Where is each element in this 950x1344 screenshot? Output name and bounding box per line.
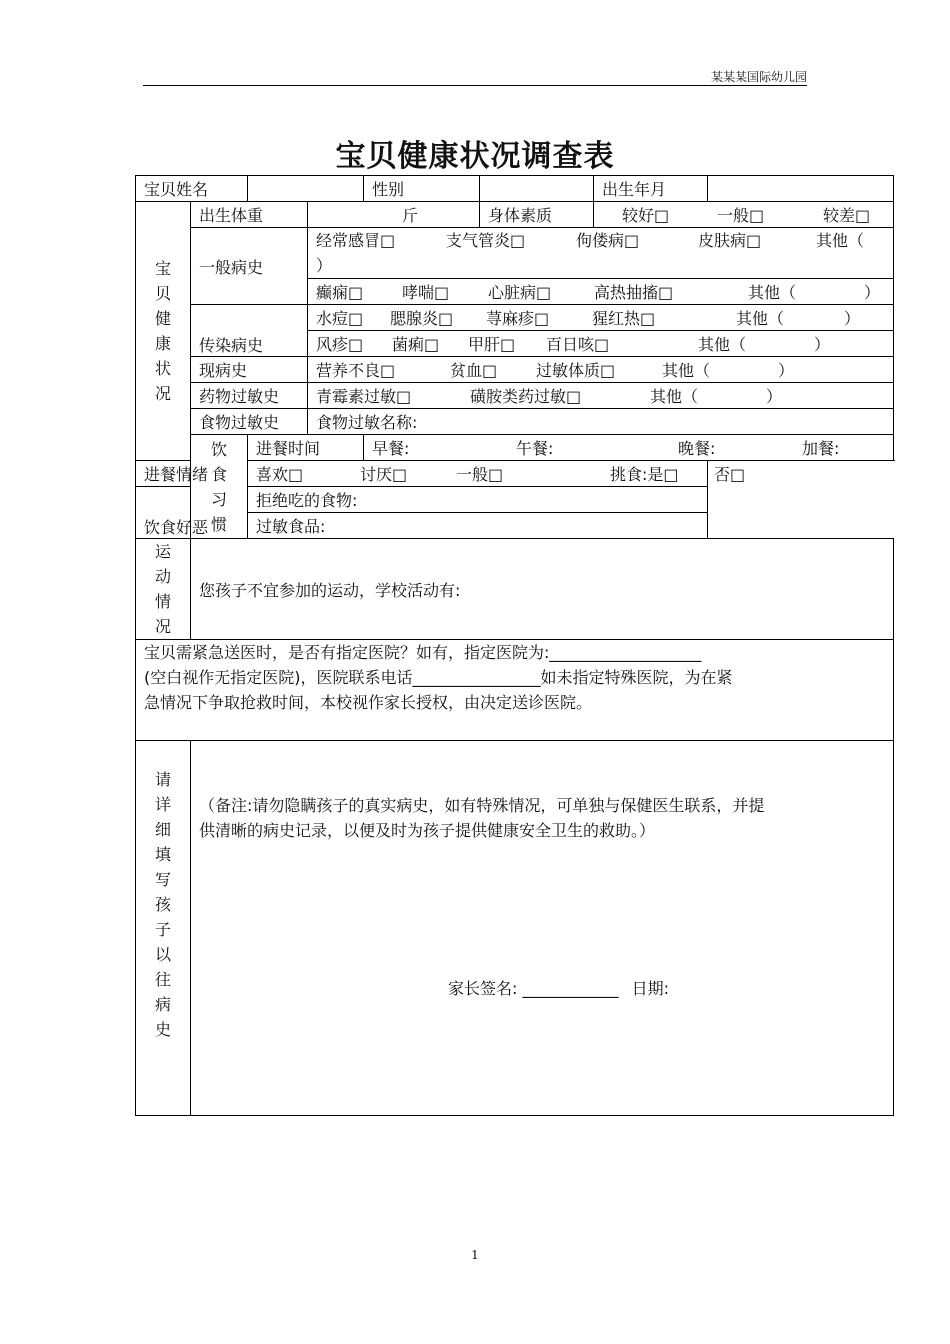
physique-options[interactable] [594, 202, 894, 228]
infectious-history-row1 [136, 305, 894, 331]
meal-time-fields[interactable]: 早餐: 午餐: 晚餐: 加餐: [364, 435, 894, 461]
meal-mood-row [136, 461, 894, 487]
birth-label: 出生年月 [594, 176, 708, 202]
drug-allergy-label: 药物过敏史 [191, 383, 308, 409]
allergic-food-field[interactable]: 过敏食品: [248, 513, 708, 539]
meal-mood-label: 进餐情绪 [136, 461, 248, 487]
header-rule [143, 85, 807, 86]
emergency-hospital-block[interactable] [136, 640, 894, 741]
past-history-field[interactable] [191, 741, 894, 1116]
emergency-line-3: 急情况下争取抢救时间，本校视作家长授权，由决定送诊医院。 [144, 693, 593, 712]
birth-weight-label: 出生体重 [191, 202, 308, 228]
current-illness-options[interactable]: 营养不良□ 贫血□ 过敏体质□ 其他（ ） [308, 357, 894, 383]
infectious-options1[interactable]: 水痘□ 腮腺炎□ 荨麻疹□ 猩红热□ 其他（ ） [308, 305, 894, 331]
sport-section-label: 运 动 情 况 [136, 539, 191, 640]
signature-line [448, 976, 669, 1001]
emergency-line-1: 宝贝需紧急送医时，是否有指定医院？如有，指定医院为:___________________ [144, 643, 702, 662]
physique-poor-checkbox[interactable]: 较差□ [823, 206, 871, 225]
current-illness-label: 现病史 [191, 357, 308, 383]
page-number: 1 [471, 1248, 479, 1262]
refused-food-field[interactable]: 拒绝吃的食物: [248, 487, 708, 513]
meal-mood-options[interactable]: 喜欢□ 讨厌□ 一般□ 挑食:是□ 否□ [248, 461, 708, 487]
physique-good-checkbox[interactable]: 较好□ [622, 206, 670, 225]
history-section-label: 请 详 细 填 写 孩 子 以 往 病 史 [136, 741, 191, 1116]
health-survey-table [135, 175, 894, 1116]
infectious-options2[interactable]: 风疹□ 菌痢□ 甲肝□ 百日咳□ 其他（ ） [308, 331, 894, 357]
meal-time-row [136, 435, 894, 461]
diet-section-label: 饮 食 习 惯 [191, 435, 248, 539]
signature-blank[interactable]: ____________ [522, 979, 619, 998]
general-history-options1[interactable]: 经常感冒□ 支气管炎□ 佝偻病□ 皮肤病□ 其他（ ） [308, 228, 894, 279]
food-preference-label: 饮食好恶 [136, 487, 248, 539]
basic-info-row [136, 176, 894, 202]
allergic-food-row [136, 513, 894, 539]
refused-food-row [136, 487, 894, 513]
sport-restrictions-field[interactable]: 您孩子不宜参加的运动，学校活动有: [191, 539, 894, 640]
current-illness-row [136, 357, 894, 383]
birth-weight-field[interactable]: 斤 [308, 202, 480, 228]
gender-label: 性别 [364, 176, 480, 202]
general-history-options2[interactable]: 癫痫□ 哮喘□ 心脏病□ 高热抽搐□ 其他（ ） [308, 279, 894, 305]
history-note-line-1: （备注:请勿隐瞒孩子的真实病史，如有特殊情况，可单独与保健医生联系，并提 [199, 796, 765, 815]
birth-field[interactable] [708, 176, 894, 202]
food-allergy-name-field[interactable]: 食物过敏名称: [308, 409, 894, 435]
meal-time-label: 进餐时间 [248, 435, 364, 461]
physique-average-checkbox[interactable]: 一般□ [717, 206, 765, 225]
food-allergy-row [136, 409, 894, 435]
health-section-label: 宝 贝 健 康 状 况 [136, 202, 191, 461]
emergency-line-2: (空白视作无指定医院)，医院联系电话________________如未指定特殊医院，为在紧 [144, 668, 733, 687]
history-note-line-2: 供清晰的病史记录，以便及时为孩子提供健康安全卫生的救助。） [199, 821, 656, 840]
gender-field[interactable] [480, 176, 594, 202]
name-label: 宝贝姓名 [136, 176, 248, 202]
general-history-row1 [136, 228, 894, 279]
name-field[interactable] [248, 176, 364, 202]
school-name-header: 某某某国际幼儿园 [710, 70, 807, 84]
past-history-row [136, 741, 894, 1116]
general-history-label: 一般病史 [191, 228, 308, 305]
emergency-row [136, 640, 894, 741]
physique-label: 身体素质 [480, 202, 594, 228]
food-allergy-label: 食物过敏史 [191, 409, 308, 435]
signature-label: 家长签名: [448, 979, 518, 998]
infectious-history-label: 传染病史 [191, 305, 308, 357]
page-title: 宝贝健康状况调查表 [335, 139, 615, 174]
date-label: 日期: [631, 979, 669, 998]
sport-row [136, 539, 894, 640]
drug-allergy-row [136, 383, 894, 409]
birth-weight-row [136, 202, 894, 228]
drug-allergy-options[interactable]: 青霉素过敏□ 磺胺类药过敏□ 其他（ ） [308, 383, 894, 409]
